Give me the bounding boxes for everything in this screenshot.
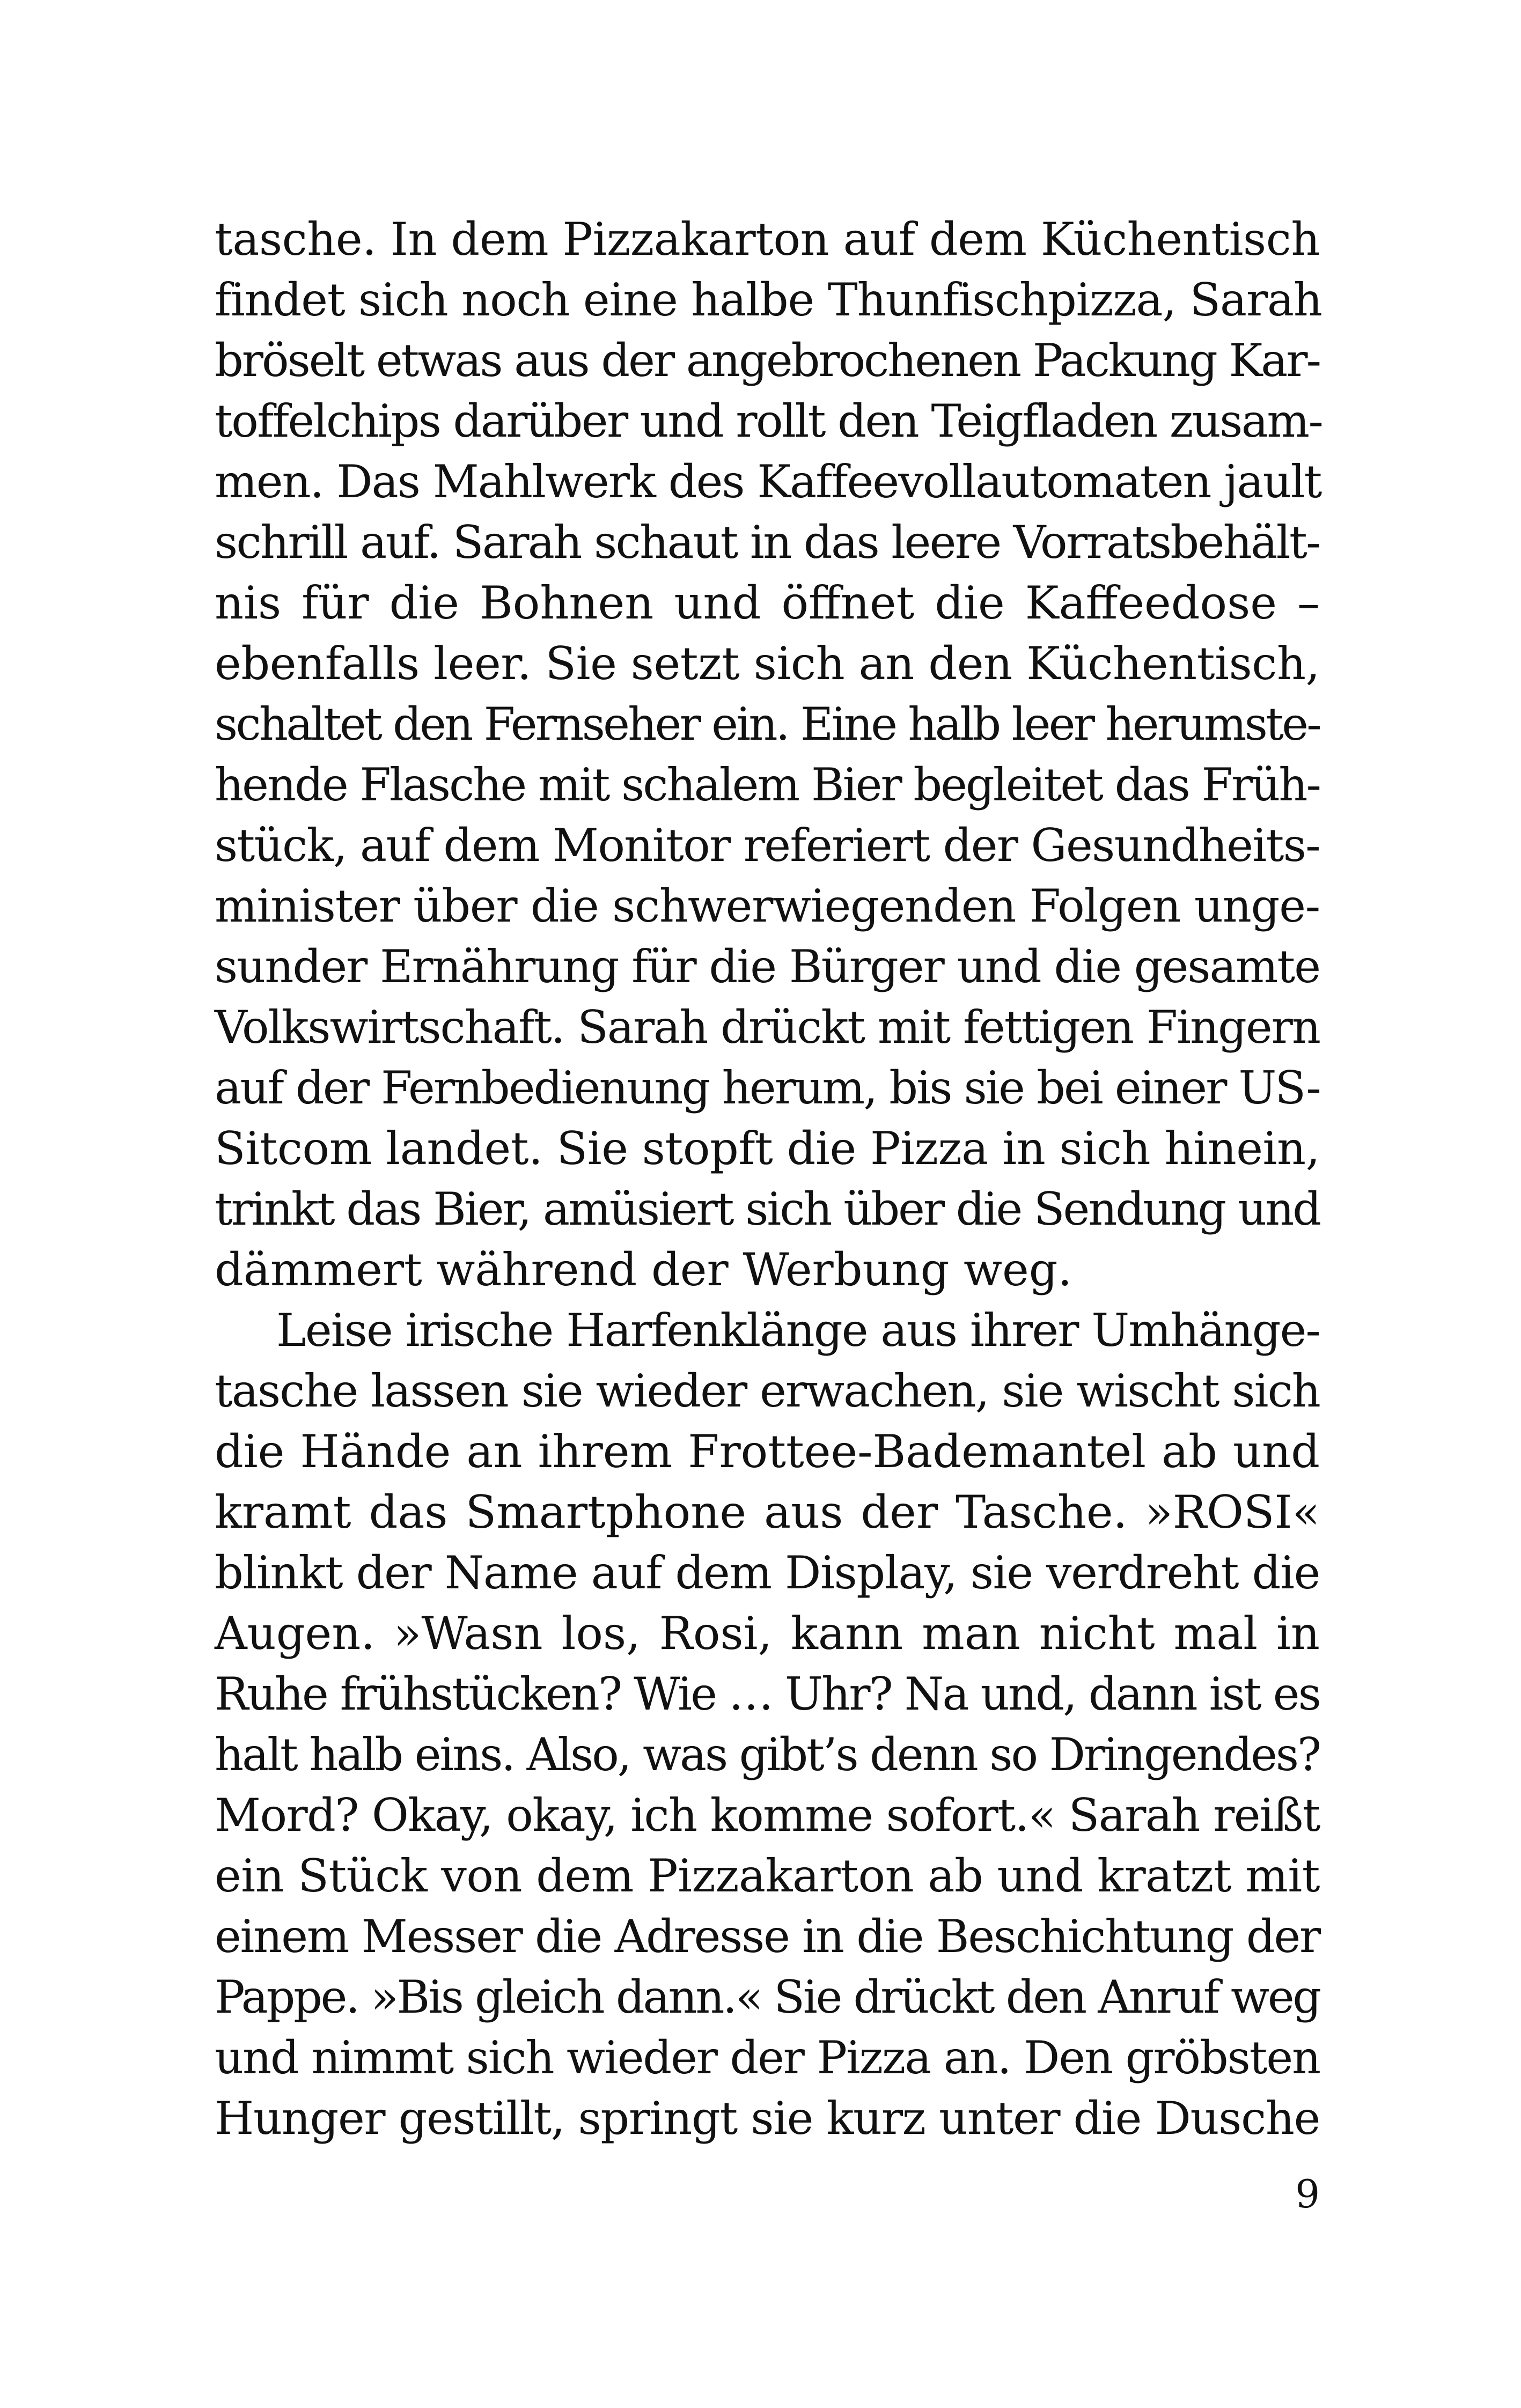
text-line: und nimmt sich wieder der Pizza an. Den gröbsten [215, 2031, 1320, 2084]
text-line: trinkt das Bier, amüsiert sich über die Sendung und [215, 1183, 1320, 1235]
text-line: Leise irische Harfenklänge aus ihrer Umhänge- [276, 1304, 1320, 1357]
text-line: einem Messer die Adresse in die Beschichtung der [215, 1910, 1320, 1963]
text-line: minister über die schwerwiegenden Folgen unge- [215, 880, 1320, 932]
text-line: ebenfalls leer. Sie setzt sich an den Küchentisch, [215, 637, 1320, 690]
text-line: nis für die Bohnen und öffnet die Kaffeedose – [215, 577, 1320, 629]
text-line: tasche. In dem Pizzakarton auf dem Küchentisch [215, 213, 1320, 266]
text-line: Sitcom landet. Sie stopft die Pizza in sich hinein, [215, 1122, 1320, 1175]
text-line: toffelchips darüber und rollt den Teigfladen zusam- [215, 395, 1322, 447]
body-text [215, 209, 1320, 2149]
text-line: auf der Fernbedienung herum, bis sie bei einer US- [215, 1062, 1320, 1114]
text-line: schaltet den Fernseher ein. Eine halb leer herumste- [215, 698, 1320, 750]
text-line: Hunger gestillt, springt sie kurz unter die Dusche [215, 2092, 1320, 2145]
text-line: dämmert während der Werbung weg. [215, 1243, 1072, 1296]
text-line: halt halb eins. Also, was gibt’s denn so Dringendes? [215, 1728, 1320, 1781]
page-number: 9 [1295, 2171, 1320, 2216]
text-line: blinkt der Name auf dem Display, sie verdreht die [215, 1547, 1320, 1599]
text-line: Pappe. »Bis gleich dann.« Sie drückt den Anruf weg [215, 1971, 1320, 2023]
text-line: die Hände an ihrem Frottee-Bademantel ab und [215, 1425, 1320, 1478]
text-line: Mord? Okay, okay, ich komme sofort.« Sarah reißt [215, 1789, 1320, 1842]
text-line: hende Flasche mit schalem Bier begleitet das Früh- [215, 759, 1320, 811]
text-line: kramt das Smartphone aus der Tasche. »ROSI« [215, 1486, 1320, 1538]
text-line: Ruhe frühstücken? Wie … Uhr? Na und, dann ist es [215, 1668, 1320, 1720]
text-line: ein Stück von dem Pizzakarton ab und kratzt mit [215, 1850, 1320, 1902]
text-line: findet sich noch eine halbe Thunfischpizza, Sarah [215, 274, 1322, 326]
text-line: schrill auf. Sarah schaut in das leere Vorratsbehält- [215, 516, 1320, 569]
text-line: stück, auf dem Monitor referiert der Gesundheits- [215, 819, 1320, 872]
text-line: men. Das Mahlwerk des Kaffeevollautomaten jault [215, 455, 1321, 508]
text-line: Augen. »Wasn los, Rosi, kann man nicht mal in [215, 1607, 1320, 1660]
text-line: bröselt etwas aus der angebrochenen Packung Kar- [215, 334, 1320, 387]
text-line: sunder Ernährung für die Bürger und die gesamte [215, 940, 1320, 993]
text-line: Volkswirtschaft. Sarah drückt mit fettigen Fingern [215, 1001, 1320, 1054]
text-line: tasche lassen sie wieder erwachen, sie wischt sich [215, 1365, 1320, 1417]
